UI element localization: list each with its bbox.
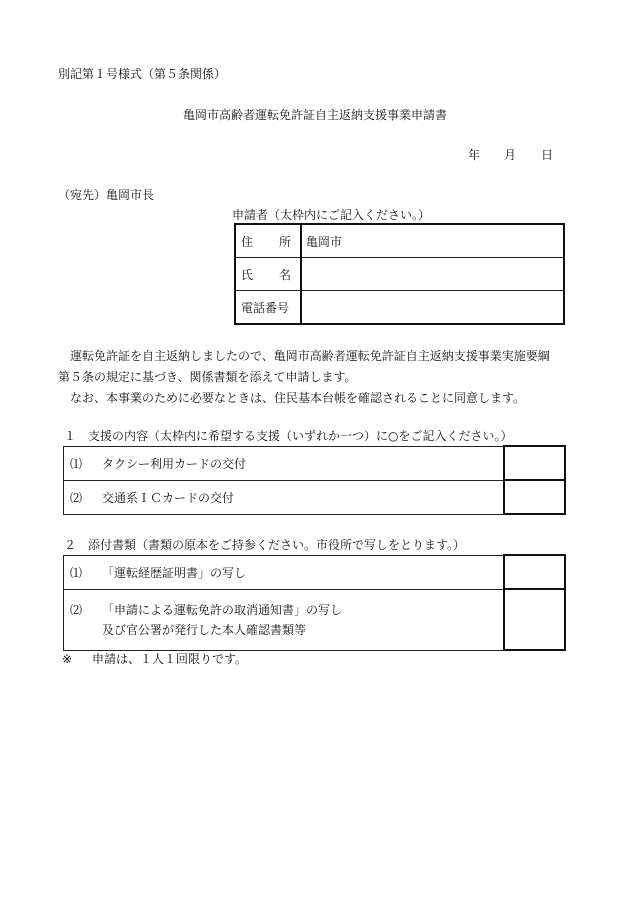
form-reference: 別記第１号様式（第５条関係）	[58, 67, 227, 81]
address-row	[235, 224, 564, 258]
note-text: 申請は、１人１回限りです。	[92, 652, 248, 666]
date-year-label: 年	[468, 148, 481, 162]
body-text	[58, 346, 578, 409]
document-row	[64, 555, 566, 589]
address-label-a: 住	[241, 234, 254, 249]
body-line-1: 運転免許証を自主返納しましたので、亀岡市高齢者運転免許証自主返納支援事業実施要綱	[70, 349, 550, 363]
applicant-table	[234, 223, 565, 325]
body-line-3: なお、本事業のために必要なときは、住民基本台帳を確認されることに同意します。	[70, 391, 526, 405]
document-label: ⑵ 「申請による運転免許の取消通知書」の写し 及び官公署が発行した本人確認書類等	[64, 589, 505, 650]
name-label	[235, 258, 301, 291]
support-option-label: ⑴ タクシー利用カードの交付	[64, 446, 505, 480]
support-option-row	[64, 480, 566, 514]
phone-field[interactable]	[301, 291, 564, 325]
date-day-label: 日	[541, 148, 554, 162]
name-label-a: 氏	[241, 267, 254, 282]
document-label: ⑴ 「運転経歴証明書」の写し	[64, 555, 505, 589]
document-checkbox-1[interactable]	[504, 555, 565, 589]
phone-label: 電話番号	[235, 291, 301, 325]
page-title: 亀岡市高齢者運転免許証自主返納支援事業申請書	[183, 108, 448, 122]
section1-heading: １ 支援の内容（太枠内に希望する支援（いずれか一つ）に○をご記入ください。）	[64, 429, 513, 443]
applicant-caption: 申請者（太枠内にご記入ください。）	[232, 208, 431, 222]
phone-row	[235, 291, 564, 325]
document-checkbox-2[interactable]	[504, 589, 565, 650]
section2-heading: ２ 添付書類（書類の原本をご持参ください。市役所で写しをとります。）	[64, 538, 466, 552]
name-row	[235, 258, 564, 291]
address-label	[235, 224, 301, 258]
document-row	[64, 589, 566, 650]
name-label-b: 名	[278, 267, 291, 282]
date-month-label: 月	[504, 148, 517, 162]
address-label-b: 所	[278, 234, 291, 249]
addressee: （宛先）亀岡市長	[58, 188, 155, 202]
footnote	[62, 650, 247, 667]
attached-documents-table	[63, 554, 566, 651]
support-option-row	[64, 446, 566, 480]
name-field[interactable]	[301, 258, 564, 291]
support-options-table	[63, 445, 566, 515]
note-mark: ※	[62, 652, 73, 666]
address-field[interactable]: 亀岡市	[301, 224, 564, 258]
support-option-checkbox-2[interactable]	[504, 480, 565, 514]
body-line-2: 第５条の規定に基づき、関係書類を添えて申請します。	[58, 370, 357, 384]
support-option-label: ⑵ 交通系ＩＣカードの交付	[64, 480, 505, 514]
support-option-checkbox-1[interactable]	[504, 446, 565, 480]
